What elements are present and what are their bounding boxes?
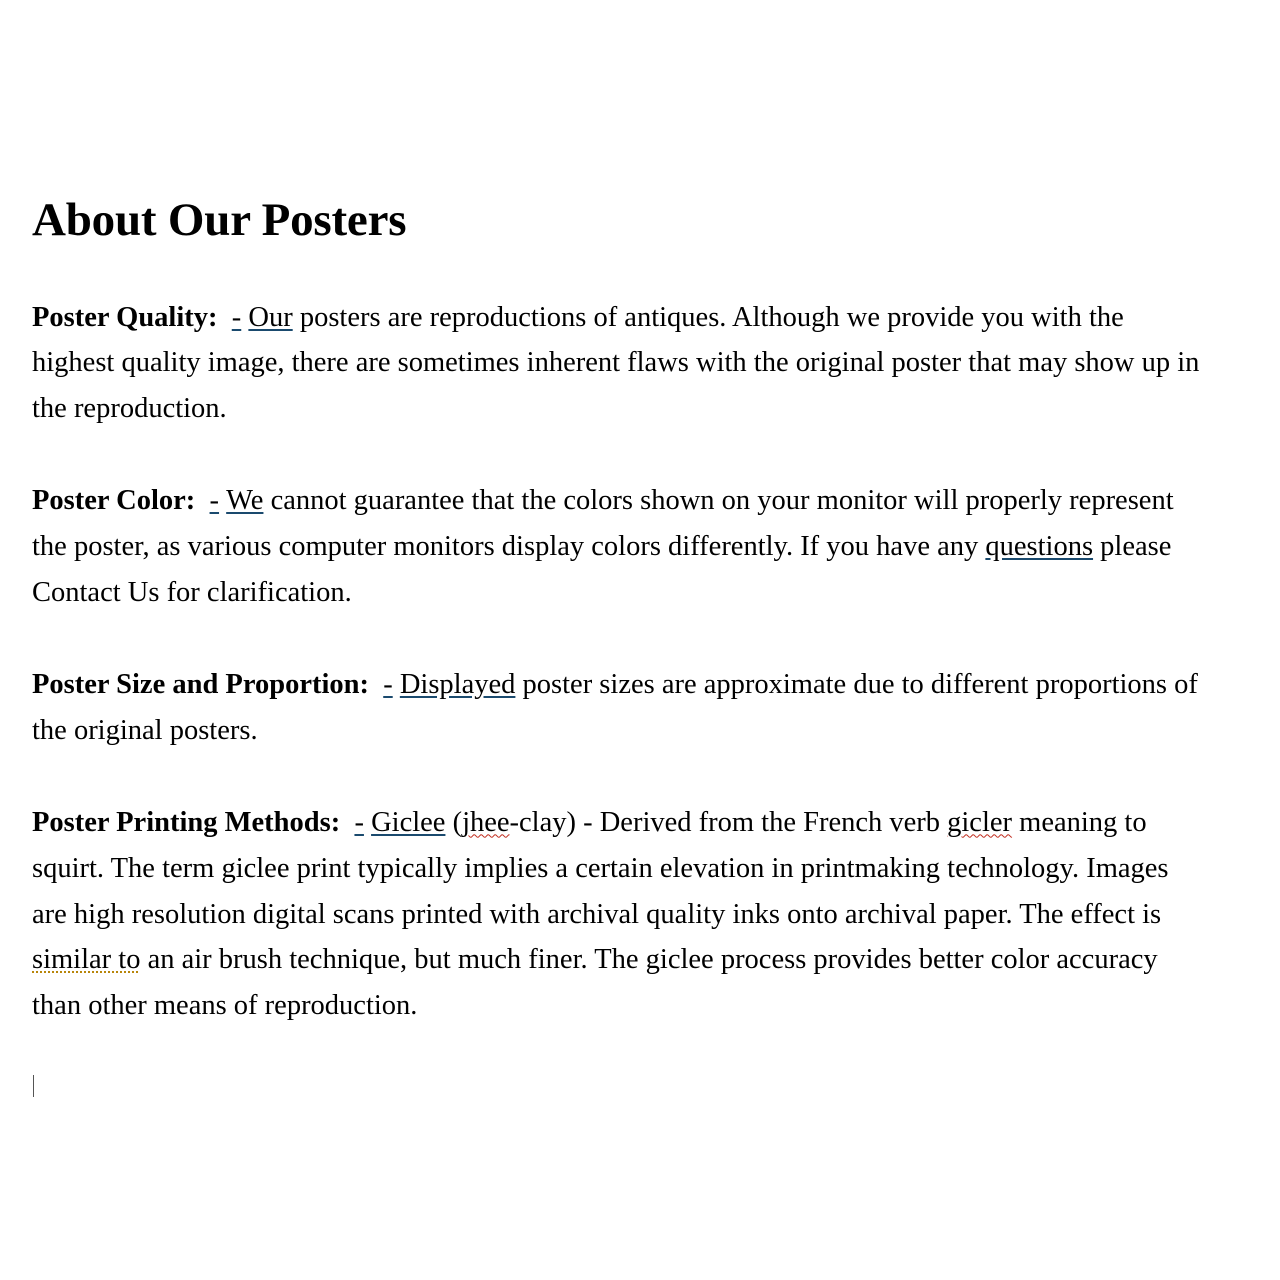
dash-link-size[interactable]: - (383, 669, 393, 701)
grammar-flag-similar-to: similar to (32, 944, 141, 976)
spacer (340, 807, 354, 838)
inline-link-questions[interactable]: questions (985, 531, 1094, 563)
spacer (369, 669, 383, 700)
body-text-printing-a: ( (445, 807, 463, 839)
paragraph-printing-methods (32, 800, 1210, 1028)
spacer (218, 302, 232, 333)
link-word-size[interactable]: Displayed (399, 669, 516, 701)
section-lead-poster-size: Poster Size and Proportion: (32, 669, 369, 701)
dash-link-color[interactable]: - (209, 485, 220, 517)
body-text-color-a: cannot guarantee that the colors shown on your monitor will properly represent the poster, as various computer monitors display colors differently. If you have any (32, 485, 1174, 563)
body-text-printing-c: meaning to squirt. The term giclee print typically implies a certain elevation in printmaking technology. Images are high resolution digital scans printed with archival quality inks onto archival paper. The effect is (32, 807, 1169, 930)
text-cursor (33, 1075, 34, 1097)
section-lead-printing-methods: Poster Printing Methods: (32, 807, 341, 839)
paragraph-poster-size (32, 662, 1210, 753)
body-text-quality: posters are reproductions of antiques. Although we provide you with the highest quality image, there are sometimes inherent flaws with the original poster that may show up in the reproduction. (32, 301, 1200, 424)
section-lead-poster-color: Poster Color: (32, 485, 196, 517)
spacer (393, 669, 400, 700)
link-word-color[interactable]: We (226, 485, 264, 517)
body-text-size: poster sizes are approximate due to different proportions of the original posters. (32, 669, 1198, 746)
spellcheck-flag-jhee: jhee (462, 807, 510, 839)
paragraph-poster-quality (32, 295, 1210, 432)
spellcheck-flag-gicler: gicler (947, 807, 1013, 839)
spacer (195, 485, 209, 516)
spacer (364, 807, 371, 838)
body-text-printing-b: -clay) - Derived from the French verb (509, 807, 948, 839)
paragraph-poster-color (32, 478, 1210, 615)
body-text-printing-d: an air brush technique, but much finer. The giclee process provides better color accuracy than other means of reproduction. (32, 944, 1158, 1021)
link-word-giclee[interactable]: Giclee (371, 807, 446, 839)
dash-link-printing[interactable]: - (354, 807, 364, 839)
section-lead-poster-quality: Poster Quality: (32, 301, 218, 333)
dash-link-quality[interactable]: - (231, 301, 242, 333)
body-text-color-b: please Contact Us for clarification. (32, 531, 1172, 608)
link-word-quality[interactable]: Our (248, 301, 293, 333)
page-title: About Our Posters (32, 194, 407, 246)
